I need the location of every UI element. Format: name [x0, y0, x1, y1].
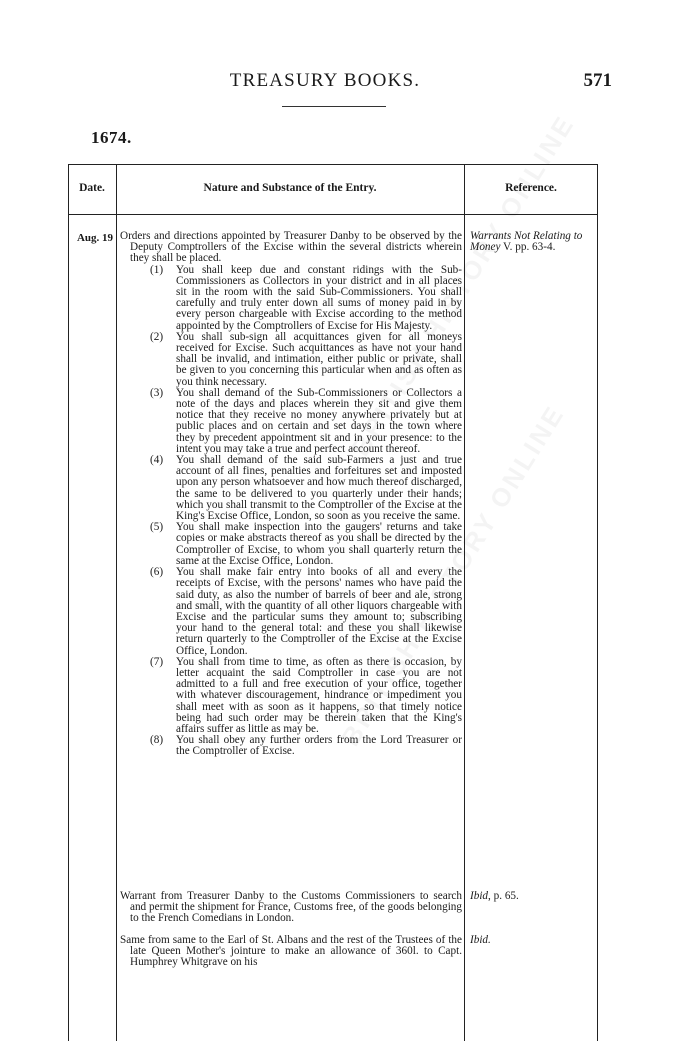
running-head — [0, 66, 674, 96]
table-header-rule — [68, 214, 598, 215]
order-text: You shall demand of the Sub-Commissioners or Collectors a note of the days and places wherein they sit and give them notice that they receive no money anywhere privately but at public places and on certain and set days in the town where they by precedent appointment sit and in your presence: to the intent you may take a true and perfect account thereof. — [176, 386, 462, 455]
entry-date: Aug. 19 — [76, 232, 113, 244]
order-item — [120, 388, 462, 455]
date-column-rule — [116, 164, 117, 1041]
order-number: (8) — [150, 734, 164, 747]
order-item — [120, 735, 462, 757]
table-left-rule — [68, 164, 69, 1041]
entry-intro: Orders and directions appointed by Treasurer Danby to be observed by the Deputy Comptrollers of the Excise within the several districts wherein they shall be placed. — [120, 230, 462, 265]
entry-warrant-french-comedians — [120, 891, 462, 925]
order-number: (6) — [150, 566, 164, 579]
order-number: (5) — [150, 521, 164, 534]
reference-pages: V. pp. 63-4. — [500, 241, 556, 254]
orders-list — [120, 265, 462, 758]
order-text: You shall obey any further orders from the Lord Treasurer or the Comptroller of Excise. — [176, 734, 462, 758]
reference-title: Ibid — [470, 890, 489, 902]
entry-earl-of-st-albans — [120, 935, 462, 969]
reference-column-rule — [464, 164, 465, 1041]
table-right-rule — [597, 164, 598, 1041]
reference-ibid: Ibid. — [470, 934, 491, 946]
order-item — [120, 567, 462, 657]
header-rule — [282, 106, 386, 107]
order-text: You shall make inspection into the gaugers' returns and take copies or make abstracts thereof as you shall be directed by the Comptroller of Excise, to whom you shall quarterly return the same at the Excise Office, London. — [176, 521, 462, 567]
reference-pages: , p. 65. — [488, 890, 519, 902]
reference-title: Warrants Not Relating to Money — [470, 230, 583, 254]
order-text: You shall demand of the said sub-Farmers a just and true account of all fines, penalties and forfeitures set and imposted upon any person whatsoever and how much thereof discharged, the same to be delivered to you quarterly under their hands; which you shall transmit to the Comptroller of the Excise at the King's Excise Office, London, so soon as you receive the same. — [176, 454, 462, 523]
order-number: (7) — [150, 655, 164, 668]
year-heading: 1674. — [91, 128, 132, 147]
table-top-rule — [68, 164, 598, 165]
order-text: You shall make fair entry into books of all and every the receipts of Excise, with the persons' names who have paid the said duty, as also the number of barrels of beer and ale, strong and small, with the quantity of all other liquors chargeable with Excise and the particular sums they amount to; subscribing your hand to the general total: and these you shall likewise return quarterly to the Comptroller of the Excise at the Excise Office, London. — [176, 566, 462, 657]
order-text: You shall from time to time, as often as there is occasion, by letter acquaint the said Comptroller in case you are not admitted to a full and free execution of your office, together with whatever discouragement, hindrance or impediment you shall meet with as soon as it happens, so that timely notice being had such order may be therein taken that the King's affairs suffer as little as may be. — [176, 655, 462, 735]
order-number: (2) — [150, 330, 164, 343]
order-number: (3) — [150, 386, 164, 399]
order-item — [120, 657, 462, 735]
order-item — [120, 265, 462, 332]
page-number: 571 — [583, 70, 612, 91]
entry-orders-to-deputy-comptrollers — [120, 231, 462, 758]
running-title: TREASURY BOOKS. — [229, 70, 421, 91]
entry-text: Same from same to the Earl of St. Albans and the rest of the Trustees of the late Queen Mother's jointure to make an allowance of 360l. to Capt. Humphrey Whitgrave on his — [120, 934, 462, 969]
entry-text: Warrant from Treasurer Danby to the Customs Commissioners to search and permit the shipment for France, Customs free, of the goods belonging to the French Comedians in London. — [120, 890, 462, 925]
order-item — [120, 455, 462, 522]
order-number: (4) — [150, 454, 164, 467]
nature-column-header: Nature and Substance of the Entry. — [203, 182, 377, 194]
reference-ibid-p65 — [470, 891, 596, 902]
order-text: You shall sub-sign all acquittances given for all moneys received for Excise. Such acquittances as have not your hand shall be invalid, and intimation, either public or private, shall be given to you concerning this particular when and as often as you think necessary. — [176, 330, 462, 388]
order-number: (1) — [150, 263, 164, 276]
date-column-header: Date. — [79, 182, 105, 194]
entries-table — [68, 164, 598, 1041]
reference-warrants-not-relating-to-money — [470, 231, 596, 253]
order-text: You shall keep due and constant ridings with the Sub-Commissioners as Collectors in your district and in all places sit in the room with the said Sub-Commissioners. You shall carefully and truly enter down all sums of money paid in by every person chargeable with Excise according to the method appointed by the Comptrollers of Excise for His Majesty. — [176, 263, 462, 332]
order-item — [120, 522, 462, 567]
reference-column-header: Reference. — [505, 182, 557, 194]
order-item — [120, 332, 462, 388]
